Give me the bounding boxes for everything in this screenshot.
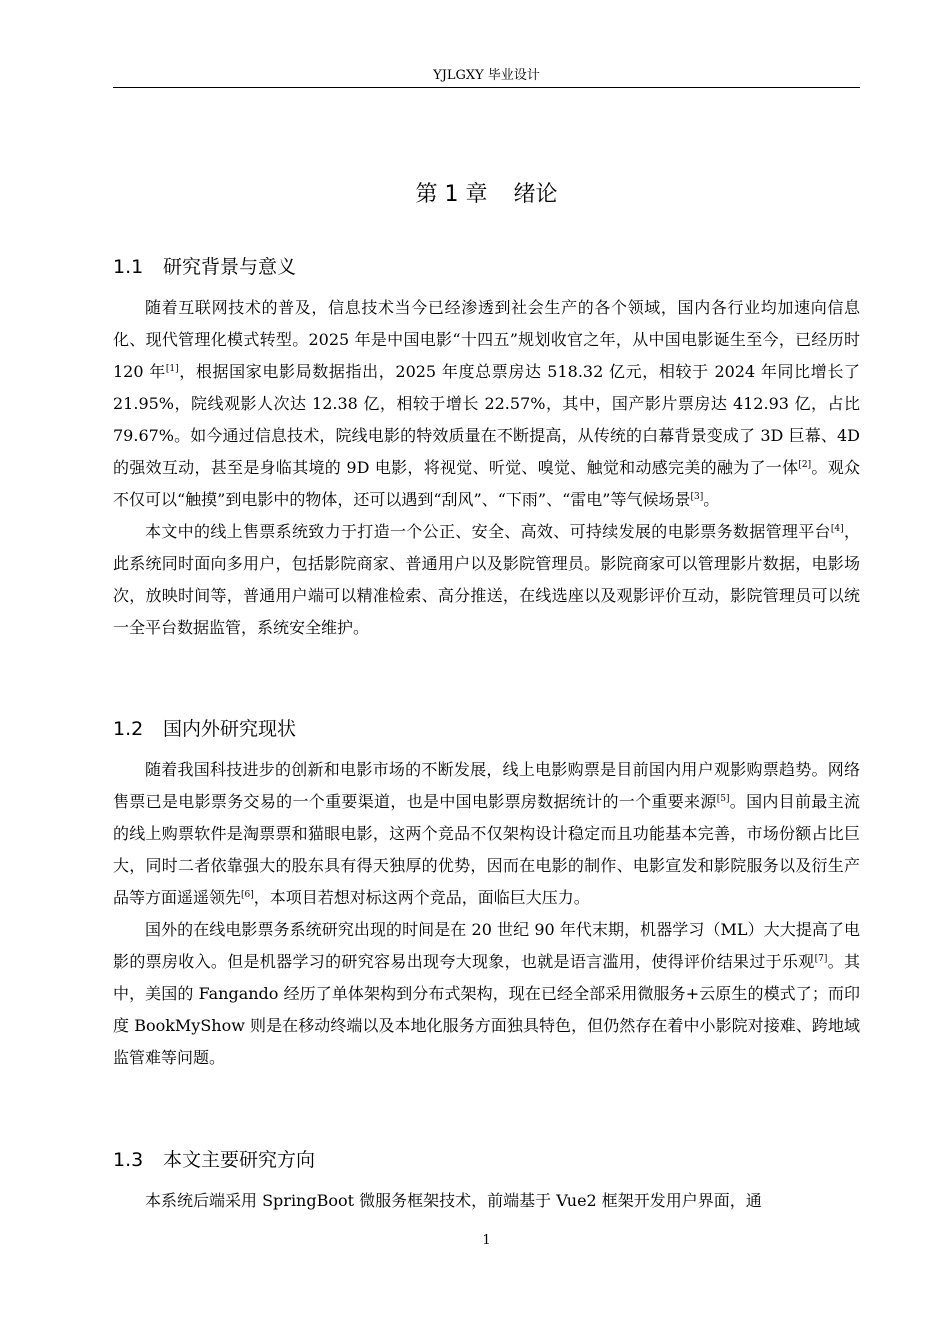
paragraph-text: 国外的在线电影票务系统研究出现的时间是在 20 世纪 90 年代末期，机器学习（ML）大大提高了电影的票房收入。但是机器学习的研究容易出现夸大现象，也就是语言滥用，使得评价结果过于乐观 <box>113 920 860 971</box>
chapter-title <box>113 178 860 212</box>
paragraph-text: ，本项目若想对标这两个竞品，面临巨大压力。 <box>253 888 590 907</box>
paragraph <box>113 914 860 1074</box>
section-title: 国内外研究现状 <box>163 718 297 740</box>
citation-marker: [1] <box>165 364 179 374</box>
page-number: 1 <box>482 1233 491 1248</box>
paragraph <box>113 754 860 914</box>
section-title: 研究背景与意义 <box>163 256 297 278</box>
paragraph-text: ，根据国家电影局数据指出，2025 年度总票房达 518.32 亿元，相较于 2024 年同比增长了 21.95%，院线观影人次达 12.38 亿，相较于增长 22.57%，其中，国产影片票房达 412.93 亿，占比 79.67%。如今通过信息技术，院线电影的特效质量在不断提高，从传统的白幕背景变成了 3D 巨幕、4D 的强效互动，甚至是身临其境的 9D 电影，将视觉、听觉、嗅觉、触觉和动感完美的融为了一体 <box>113 362 860 477</box>
section-number: 1.1 <box>113 256 144 278</box>
paragraph-text: ，此系统同时面向多用户，包括影院商家、普通用户以及影院管理员。影院商家可以管理影片数据，电影场次，放映时间等，普通用户端可以精准检索、高分推送，在线选座以及观影评价互动，影院管理员可以统一全平台数据监管，系统安全维护。 <box>113 522 860 637</box>
paragraph-text: 随着互联网技术的普及，信息技术当今已经渗透到社会生产的各个领域，国内各行业均加速向信息化、现代管理化模式转型。2025 年是中国电影“十四五”规划收官之年，从中国电影诞生至今，已经历时 120 年 <box>113 298 860 381</box>
section-heading-1-3 <box>113 1145 860 1175</box>
running-header: YJLGXY 毕业设计 <box>433 68 540 83</box>
chapter-title-text: 绪论 <box>513 182 558 207</box>
chapter-number-label: 第 1 章 <box>415 182 488 207</box>
citation-marker: [4] <box>830 524 844 534</box>
paragraph-text: 随着我国科技进步的创新和电影市场的不断发展，线上电影购票是目前国内用户观影购票趋势。网络售票已是电影票务交易的一个重要渠道，也是中国电影票房数据统计的一个重要来源 <box>113 760 860 811</box>
section-title: 本文主要研究方向 <box>163 1149 316 1171</box>
citation-marker: [5] <box>716 794 730 804</box>
paragraph <box>113 1185 860 1217</box>
citation-marker: [6] <box>241 890 254 900</box>
section-number: 1.3 <box>113 1149 144 1171</box>
paragraph-text: 。 <box>703 490 720 509</box>
section-body-1-3 <box>113 1185 860 1217</box>
header-rule <box>113 87 860 88</box>
citation-marker: [2] <box>798 460 812 470</box>
section-heading-1-2 <box>113 714 860 744</box>
paragraph-text: 本文中的线上售票系统致力于打造一个公正、安全、高效、可持续发展的电影票务数据管理平台 <box>145 522 831 541</box>
citation-marker: [7] <box>814 954 828 964</box>
section-body-1-1 <box>113 292 860 644</box>
paragraph-text: 。国内目前最主流的线上购票软件是淘票票和猫眼电影，这两个竞品不仅架构设计稳定而且功能基本完善，市场份额占比巨大，同时二者依靠强大的股东具有得天独厚的优势，因而在电影的制作、电影宣发和影院服务以及衍生产品等方面遥遥领先 <box>113 792 860 907</box>
section-body-1-2 <box>113 754 860 1074</box>
paragraph <box>113 292 860 516</box>
paragraph-text: 。观众不仅可以“触摸”到电影中的物体，还可以遇到“刮风”、“下雨”、“雷电”等气候场景 <box>113 458 860 509</box>
paragraph-text: 本系统后端采用 SpringBoot 微服务框架技术，前端基于 Vue2 框架开发用户界面，通 <box>145 1191 762 1210</box>
section-heading-1-1 <box>113 252 860 282</box>
paragraph-text: 。其中，美国的 Fangando 经历了单体架构到分布式架构，现在已经全部采用微服务+云原生的模式了；而印度 BookMyShow 则是在移动终端以及本地化服务方面独具特色，但仍然存在着中小影院对接难、跨地域监管难等问题。 <box>113 952 860 1067</box>
paragraph <box>113 516 860 644</box>
section-number: 1.2 <box>113 718 144 740</box>
citation-marker: [3] <box>690 492 704 502</box>
